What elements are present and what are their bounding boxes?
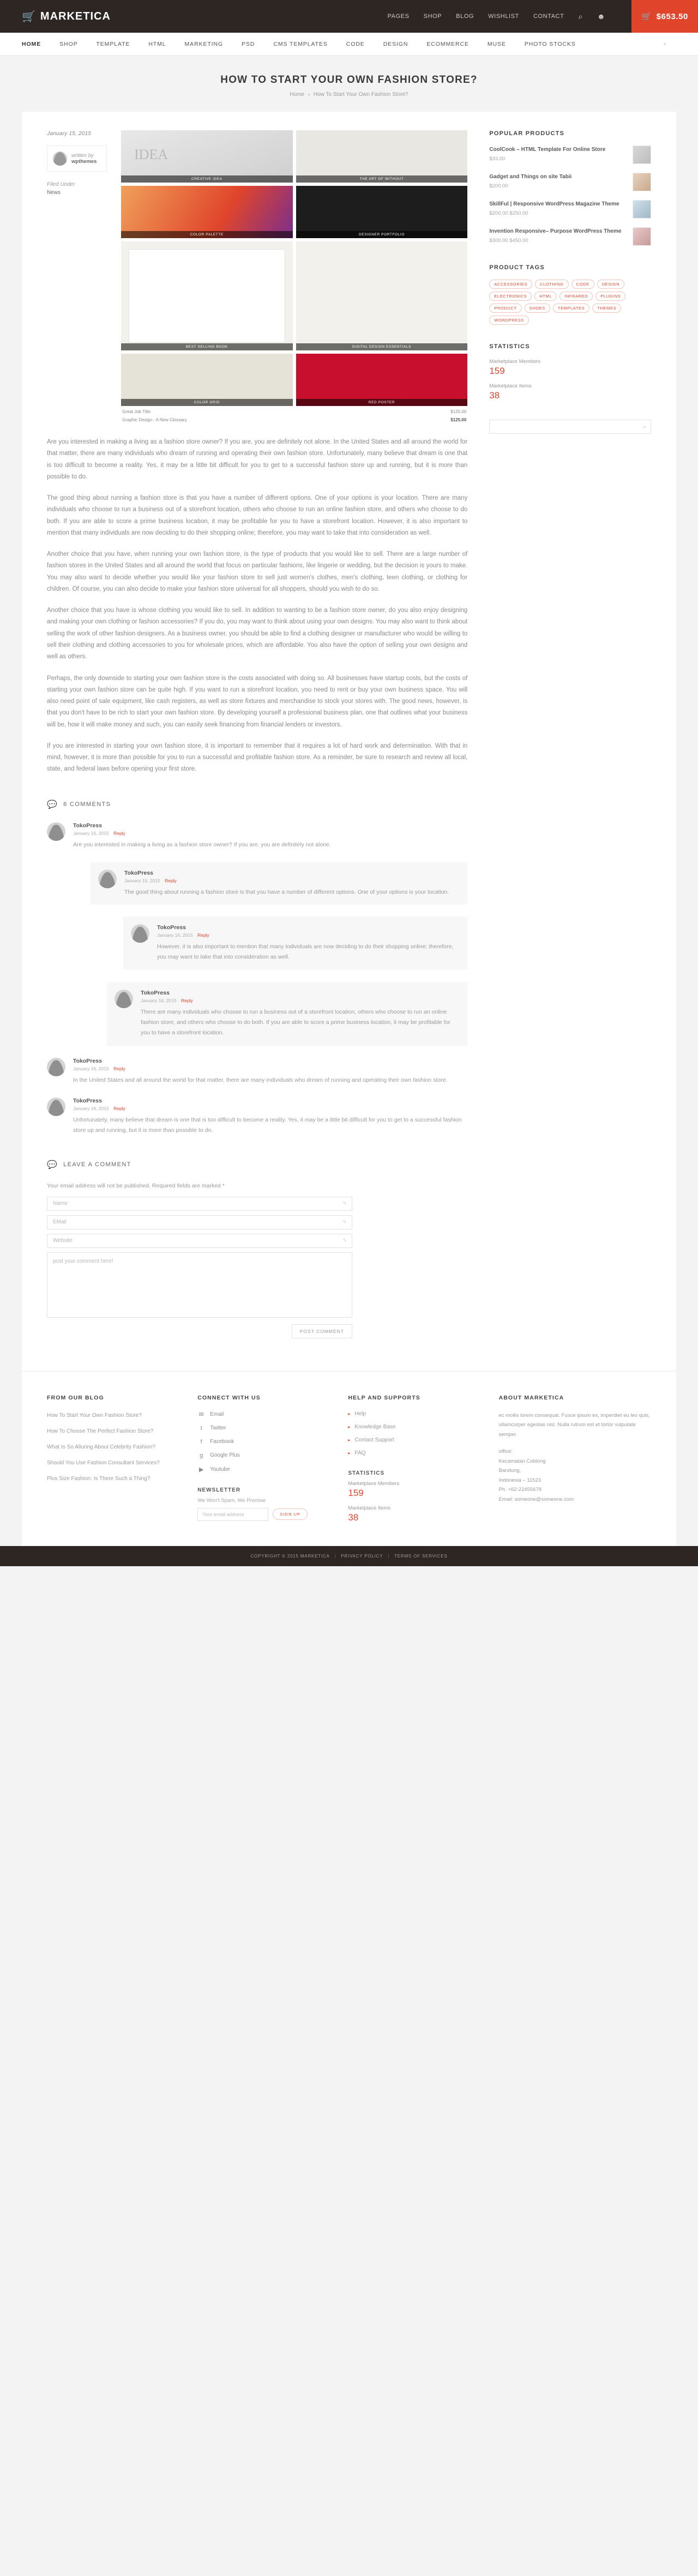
avatar — [53, 151, 67, 166]
top-nav-pages[interactable]: PAGES — [387, 13, 410, 20]
breadcrumb-current: How To Start Your Own Fashion Store? — [313, 92, 408, 98]
article-paragraph: Are you interested in making a living as a fashion store owner? If you are, you are definitely not alone. In the United States and all around the world for that matter, there are many individuals who dream of running and operating their own fashion store. Unfortunately, many believe that dream is one that is too difficult to become a reality. Yes, it may be a little bit difficult for you to get to a successful fashion store up and running, but it is more than possible to do. — [47, 439, 468, 480]
gallery-item-featured[interactable] — [296, 241, 468, 350]
tag-infrared[interactable]: INFRARED — [559, 292, 593, 301]
product-thumbnail — [633, 146, 651, 164]
comment-meta — [73, 1106, 467, 1111]
tag-shoes[interactable]: SHOES — [525, 304, 550, 313]
product-price: $200.00 — [489, 183, 508, 189]
contact-line: office: — [498, 1448, 513, 1455]
email-icon: ✉ — [198, 1411, 204, 1418]
google-plus-icon: g — [200, 1452, 203, 1459]
help-link-help[interactable] — [348, 1411, 480, 1417]
nav-item-ecommerce[interactable]: ECOMMERCE — [426, 40, 469, 47]
product-name: Invention Responsive– Purpose WordPress Theme — [489, 228, 622, 234]
bullet-icon: ▸ — [348, 1450, 351, 1456]
product-price: $300.00 $450.00 — [489, 238, 528, 244]
comment-text: The good thing about running a fashion store is that you have a number of different options. One of your options is your location. — [124, 888, 449, 895]
help-link-faq[interactable] — [348, 1450, 480, 1456]
search-input[interactable] — [489, 420, 651, 434]
comment-text: However, it is also important to mention that many individuals are now deciding to do their shopping online; therefore, you may want to take that into consideration as well. — [157, 943, 454, 961]
footer-stat-label: Marketplace Members — [348, 1480, 400, 1487]
social-label: Youtube — [210, 1466, 230, 1472]
footer-about-title: ABOUT MARKETICA — [498, 1394, 564, 1401]
footer-blog-link[interactable]: How To Start Your Own Fashion Store? — [47, 1412, 142, 1419]
bullet-icon: ▸ — [348, 1411, 351, 1416]
pencil-icon: ✎ — [342, 1238, 347, 1244]
product-item[interactable] — [489, 173, 651, 191]
footer-stat-label: Marketplace Items — [348, 1505, 390, 1511]
article-paragraph: Perhaps, the only downside to starting your own fashion store is the costs associated with doing so. All businesses have startup costs, but the costs of starting your own fashion store can be quite high. If you want to run a storefront location, you need to rent or buy your own business space. You will also need point of sale equipment, like cash registers, as well as store fixtures and merchandise to stock your stores with. The good news, however, is that you don't have to be rich to start your own fashion store. By developing yourself a professional business plan, one that outlines what your business will be, how it will make money and such, you can easily seek financing from financial lenders or investors. — [47, 675, 468, 728]
avatar — [47, 822, 65, 841]
featured-product-price: $125.00 — [450, 417, 467, 422]
footer-help-title: HELP AND SUPPORTS — [348, 1394, 420, 1401]
article-paragraph: If you are interested in starting your own fashion store, it is important to remember that it requires a lot of hard work and determination. With that in mind, however, it is more than possible for you to run a successful and profitable fashion store. As a reminder, be sure to research and review all local, state, and federal laws before opening your first store. — [47, 742, 468, 773]
top-bar — [0, 0, 698, 33]
product-price: $33.00 — [489, 156, 506, 162]
nav-item-marketing[interactable]: MARKETING — [184, 40, 224, 47]
gallery-caption: DIGITAL DESIGN ESSENTIALS — [296, 343, 468, 350]
gallery-item[interactable] — [121, 186, 293, 238]
popular-products-widget — [489, 130, 651, 246]
nav-item-html[interactable]: HTML — [148, 40, 166, 47]
top-nav — [387, 0, 688, 33]
comment-author[interactable]: TokoPress — [73, 1097, 102, 1104]
breadcrumb — [0, 92, 698, 98]
comment-date: January 16, 2015 — [141, 998, 177, 1004]
stat-label: Marketplace Members — [489, 359, 541, 365]
gallery-price-row-2 — [121, 414, 467, 422]
product-tags-widget — [489, 264, 651, 325]
brand-name: MARKETICA — [40, 10, 111, 22]
copyright-bar: COPYRIGHT © 2015 MARKETICA | PRIVACY POLICY | TERMS OF SERVICES — [0, 1546, 698, 1566]
page-title: HOW TO START YOUR OWN FASHION STORE? — [220, 74, 478, 86]
pencil-icon: ✎ — [342, 1219, 347, 1225]
comment-form-note: Your email address will not be published. Required fields are marked * — [47, 1182, 225, 1189]
contact-line: Indonesia – 11523 — [498, 1477, 541, 1483]
comment-author[interactable]: TokoPress — [157, 924, 186, 931]
name-field-placeholder: Name — [53, 1201, 68, 1207]
help-label: Knowledge Base — [354, 1423, 396, 1430]
email-field[interactable] — [47, 1215, 352, 1229]
gallery-item[interactable] — [121, 130, 293, 183]
leave-comment-label: LEAVE A COMMENT — [63, 1161, 131, 1168]
author-name[interactable]: wpthemes — [71, 159, 97, 165]
product-thumbnail — [633, 227, 651, 246]
gallery-caption: BEST SELLING BOOK — [121, 343, 293, 350]
search-icon[interactable]: ⌕ — [643, 423, 646, 430]
sidebar — [489, 130, 651, 1338]
newsletter-placeholder: Your email address — [202, 1511, 244, 1517]
nav-item-code[interactable]: CODE — [346, 40, 365, 47]
tag-plugins[interactable]: PLUGINS — [595, 292, 625, 301]
website-field-placeholder: Website — [53, 1238, 73, 1244]
tag-accessories[interactable]: ACCESSORIES — [489, 280, 532, 289]
stat-label: Marketplace Items — [489, 383, 532, 389]
comment-meta — [141, 998, 460, 1003]
gallery-item[interactable] — [121, 354, 293, 406]
product-thumbnail — [633, 200, 651, 219]
leave-comment-heading — [47, 1160, 467, 1169]
avatar — [115, 990, 133, 1008]
top-nav-contact[interactable]: CONTACT — [533, 13, 564, 20]
avatar — [47, 1058, 65, 1076]
comment-reply-link[interactable]: Reply — [113, 830, 125, 836]
comment-text: There are many individuals who choose to run a business out of a storefront location, others who choose to run an online fashion store, and others who choose to do both. If you are able to score a prime business location, it may be profitable for you to have a storefront location. — [141, 1009, 450, 1036]
contact-line: Bandung, — [498, 1468, 521, 1474]
comment-meta — [73, 1066, 467, 1071]
footer-blog-column — [47, 1395, 179, 1530]
article-paragraph: Another choice that you have is whose clothing you would like to sell. In addition to wanting to be a fashion store owner, do you also enjoy designing and making your own clothing or fashion accessories? If you do, you may want to think about using your own designs. You may also want to think about selling the work of other fashion designers. As a business owner, you should be able to find a clothing designer or manufacturer who would be willing to sell their clothing and clothing accessories to you for wholesale prices, which are affordable. You also have the option of selling your own designs and well as others. — [47, 607, 468, 660]
comment-reply-link[interactable]: Reply — [113, 1065, 125, 1071]
facebook-icon: f — [200, 1438, 202, 1445]
comment-date: January 16, 2015 — [157, 932, 193, 938]
gallery-item[interactable] — [296, 130, 468, 183]
social-google-plus[interactable] — [197, 1452, 329, 1459]
comment-meta — [124, 878, 460, 883]
terms-of-services-link[interactable]: TERMS OF SERVICES — [394, 1553, 448, 1559]
comment-author[interactable]: TokoPress — [141, 990, 170, 997]
filed-under-value[interactable]: News — [47, 190, 61, 196]
comment-reply-link[interactable]: Reply — [165, 877, 177, 883]
product-tags-title: PRODUCT TAGS — [489, 264, 545, 271]
privacy-policy-link[interactable]: PRIVACY POLICY — [341, 1553, 383, 1559]
social-label: Email — [210, 1411, 224, 1417]
social-label: Twitter — [210, 1425, 226, 1432]
website-field[interactable] — [47, 1234, 352, 1248]
newsletter-note: We Won't Spam, We Promise — [197, 1497, 266, 1504]
nav-item-cms-templates[interactable]: CMS TEMPLATES — [273, 40, 328, 47]
help-link-contact-support[interactable] — [348, 1437, 480, 1443]
pencil-icon: ✎ — [342, 1201, 347, 1207]
gallery-item-featured[interactable] — [121, 241, 293, 350]
post-top — [47, 130, 467, 422]
name-field[interactable] — [47, 1197, 352, 1211]
tag-electronics[interactable]: ELECTRONICS — [489, 292, 532, 301]
tag-clothing[interactable]: CLOTHING — [535, 280, 569, 289]
help-label: FAQ — [354, 1450, 366, 1456]
comment-item — [123, 917, 467, 970]
newsletter-title: NEWSLETTER — [197, 1487, 241, 1493]
product-name: Gadget and Things on site Tabii — [489, 174, 572, 180]
featured-left-title: Great Job Title — [122, 409, 151, 414]
social-label: Facebook — [210, 1439, 234, 1445]
comment-reply-link[interactable]: Reply — [181, 998, 193, 1004]
nav-item-template[interactable]: TEMPLATE — [96, 40, 130, 47]
social-twitter[interactable] — [197, 1425, 329, 1432]
comment-author[interactable]: TokoPress — [124, 869, 153, 876]
contact-line: Email: someone@someone.com — [498, 1496, 574, 1503]
post-comment-button[interactable]: POST COMMENT — [292, 1324, 352, 1338]
help-label: Contact Support — [354, 1437, 394, 1443]
footer-help-column — [348, 1395, 480, 1530]
comment-reply-link[interactable]: Reply — [197, 932, 209, 938]
footer-stat-value: 38 — [348, 1512, 359, 1523]
social-label: Google Plus — [210, 1452, 240, 1459]
featured-left-price: $125.00 — [450, 409, 467, 414]
comment-item — [91, 862, 467, 905]
comment-date: January 16, 2015 — [73, 1065, 109, 1071]
gallery-item[interactable] — [296, 354, 468, 406]
avatar — [47, 1098, 65, 1116]
post-gallery — [121, 130, 467, 422]
nav-item-home[interactable]: HOME — [22, 40, 41, 47]
comment-date: January 16, 2015 — [124, 877, 160, 883]
nav-item-design[interactable]: DESIGN — [383, 40, 408, 47]
post-date: January 15, 2015 — [47, 130, 92, 137]
tag-html[interactable]: HTML — [534, 292, 557, 301]
post-meta-column — [47, 130, 107, 422]
product-item[interactable] — [489, 200, 651, 219]
comment-item — [47, 1098, 467, 1136]
footer — [22, 1371, 676, 1546]
contact-line: Ph. +62-22455678 — [498, 1487, 542, 1493]
product-name: CoolCook – HTML Template For Online Store — [489, 147, 606, 153]
gallery-price-row — [121, 406, 467, 414]
product-item[interactable] — [489, 146, 651, 164]
popular-products-title: POPULAR PRODUCTS — [489, 130, 565, 137]
email-field-placeholder: EMail — [53, 1219, 67, 1226]
comment-bubble-icon: 💬 — [47, 1160, 58, 1169]
newsletter-signup-button[interactable]: SIGN UP — [273, 1508, 308, 1520]
nav-item-shop[interactable]: SHOP — [59, 40, 78, 47]
comment-textarea[interactable]: post your comment here! — [47, 1252, 352, 1318]
search-icon[interactable]: ⌕ — [578, 11, 583, 21]
comments-heading — [47, 799, 467, 809]
article-paragraph: Another choice that you have, when running your own fashion store, is the type of products that you would like to sell. There are a large number of fashion stores in the United States and all around the world that focus on particular fashions, like lingerie or wedding, but the decision is yours to make. You may also want to decide whether you would like your fashion store to sell just women's clothes, men's clothing, teen clothing, or clothing for children. Of course, you can also decide to make your fashion store universal for all shoppers, should you wish to do so. — [47, 551, 468, 592]
comment-item — [47, 822, 467, 850]
top-nav-wishlist[interactable]: WISHLIST — [488, 13, 519, 20]
stat-value: 159 — [489, 366, 505, 376]
comment-text: In the United States and all around the world for that matter, there are many individuals who dream of running and operating their own fashion store. — [73, 1076, 448, 1083]
cart-total: $653.50 — [656, 11, 688, 21]
content-wrapper — [22, 112, 676, 1371]
comment-text: Unfortunately, many believe that dream is one that is too difficult to become a reality. Yes, it may be a little bit difficult for you to get to a successful fashion store up and running, but it is more than possible to do. — [73, 1116, 462, 1134]
tag-product[interactable]: PRODUCT — [489, 304, 521, 313]
bullet-icon: ▸ — [348, 1424, 351, 1429]
comment-author[interactable]: TokoPress — [73, 822, 102, 829]
tag-code[interactable]: CODE — [571, 280, 594, 289]
footer-blog-link[interactable]: Should You Use Fashion Consultant Services? — [47, 1459, 160, 1466]
comment-meta — [157, 932, 460, 938]
cart-icon: 🛒 — [22, 10, 36, 23]
comments-count-label: 6 COMMENTS — [63, 801, 111, 808]
social-facebook[interactable] — [197, 1439, 329, 1445]
nav-item-photo-stocks[interactable]: PHOTO STOCKS — [524, 40, 576, 47]
footer-blog-link[interactable]: How To Choose The Perfect Fashion Store? — [47, 1428, 154, 1434]
social-email[interactable] — [197, 1411, 329, 1418]
help-link-knowledge-base[interactable] — [348, 1424, 480, 1430]
footer-about-column — [499, 1395, 651, 1530]
twitter-icon: t — [200, 1425, 202, 1432]
comment-date: January 16, 2015 — [73, 830, 109, 836]
nav-item-psd[interactable]: PSD — [242, 40, 255, 47]
gallery-caption: RED POSTER — [296, 399, 468, 406]
product-price: $200.00 $250.00 — [489, 210, 528, 216]
post-author-box — [47, 146, 107, 172]
gallery-caption: COLOR PALETTE — [121, 231, 293, 238]
post-content — [47, 130, 467, 1338]
author-label: written by — [71, 153, 94, 159]
page-header — [0, 56, 698, 112]
brand-logo[interactable] — [22, 10, 111, 23]
comment-reply-link[interactable]: Reply — [113, 1105, 125, 1111]
nav-more-button[interactable]: + — [663, 40, 667, 47]
tag-wordpress[interactable]: WORDPRESS — [489, 316, 529, 325]
comment-author[interactable]: TokoPress — [73, 1057, 102, 1064]
help-label: Help — [354, 1410, 366, 1417]
filed-under-label: Filed Under — [47, 181, 75, 187]
footer-connect-column — [197, 1395, 329, 1530]
footer-connect-title: CONNECT WITH US — [197, 1394, 261, 1401]
tag-themes[interactable]: THEMES — [592, 304, 621, 313]
gallery-caption: CREATIVE IDEA — [121, 175, 293, 183]
product-item[interactable] — [489, 227, 651, 246]
about-text: ec mollis lorem consequat. Fusce ipsum ex, imperdiet eu leo quis, ullamcorper egestas nisl. Nulla rutrum est et tortor vulputate semper. — [498, 1412, 650, 1438]
cart-icon: 🛒 — [641, 12, 652, 21]
footer-stat-value: 159 — [348, 1487, 364, 1498]
breadcrumb-home[interactable]: Home — [290, 92, 304, 98]
tag-design[interactable]: DESIGN — [597, 280, 624, 289]
comment-date: January 16, 2015 — [73, 1105, 109, 1111]
copyright-text: COPYRIGHT © 2015 MARKETICA — [250, 1553, 330, 1559]
breadcrumb-separator: › — [308, 92, 310, 98]
comment-text: Are you interested in making a living as a fashion store owner? If you are, you are definitely not alone. — [73, 841, 331, 848]
gallery-caption: THE ART OF WITHOUT — [296, 175, 468, 183]
contact-line: Kecamatan Coblong — [498, 1458, 546, 1464]
tag-templates[interactable]: TEMPLATES — [553, 304, 589, 313]
nav-item-muse[interactable]: MUSE — [487, 40, 506, 47]
footer-statistics-title: STATISTICS — [348, 1470, 385, 1476]
footer-blog-link[interactable]: Plus Size Fashion: Is There Such a Thing? — [47, 1475, 151, 1482]
featured-product-title: Graphic Design - A New Glossary — [122, 417, 187, 422]
filed-under — [47, 181, 107, 196]
statistics-title: STATISTICS — [489, 343, 530, 350]
newsletter-email-input[interactable] — [197, 1508, 268, 1521]
top-nav-shop[interactable]: SHOP — [423, 13, 442, 20]
footer-blog-title: FROM OUR BLOG — [47, 1394, 104, 1401]
product-name: SkillFul | Responsive WordPress Magazine Theme — [489, 201, 619, 207]
stat-value: 38 — [489, 390, 500, 401]
bullet-icon: ▸ — [348, 1437, 351, 1442]
gallery-item[interactable] — [296, 186, 468, 238]
top-nav-blog[interactable]: BLOG — [456, 13, 474, 20]
avatar — [98, 870, 117, 888]
article-body — [47, 437, 467, 775]
youtube-icon: ▶ — [198, 1466, 204, 1473]
avatar — [131, 924, 149, 943]
social-youtube[interactable] — [197, 1466, 329, 1473]
gallery-caption: COLOR GRID — [121, 399, 293, 406]
comment-item — [47, 1058, 467, 1086]
comment-item — [107, 982, 467, 1046]
statistics-widget — [489, 343, 651, 401]
user-icon[interactable]: ☻ — [597, 12, 606, 21]
comment-meta — [73, 831, 467, 836]
main-nav — [0, 33, 698, 56]
footer-blog-link[interactable]: What Is So Alluring About Celebrity Fashion? — [47, 1444, 155, 1450]
gallery-caption: DESIGNER PORTFOLIO — [296, 231, 468, 238]
article-paragraph: The good thing about running a fashion store is that you have a number of different options. One of your options is your location. There are many individuals who choose to run a business out of a storefront location, others who choose to run an online fashion store, and others who choose to do both. If you are able to score a prime business location, it may be profitable for you to have a storefront location. However, it is also important to mention that many individuals are now deciding to do their shopping online; therefore, you may want to take that into consideration as well. — [47, 495, 468, 536]
comment-bubble-icon: 💬 — [47, 799, 58, 809]
cart-button[interactable] — [631, 0, 698, 33]
product-thumbnail — [633, 173, 651, 191]
